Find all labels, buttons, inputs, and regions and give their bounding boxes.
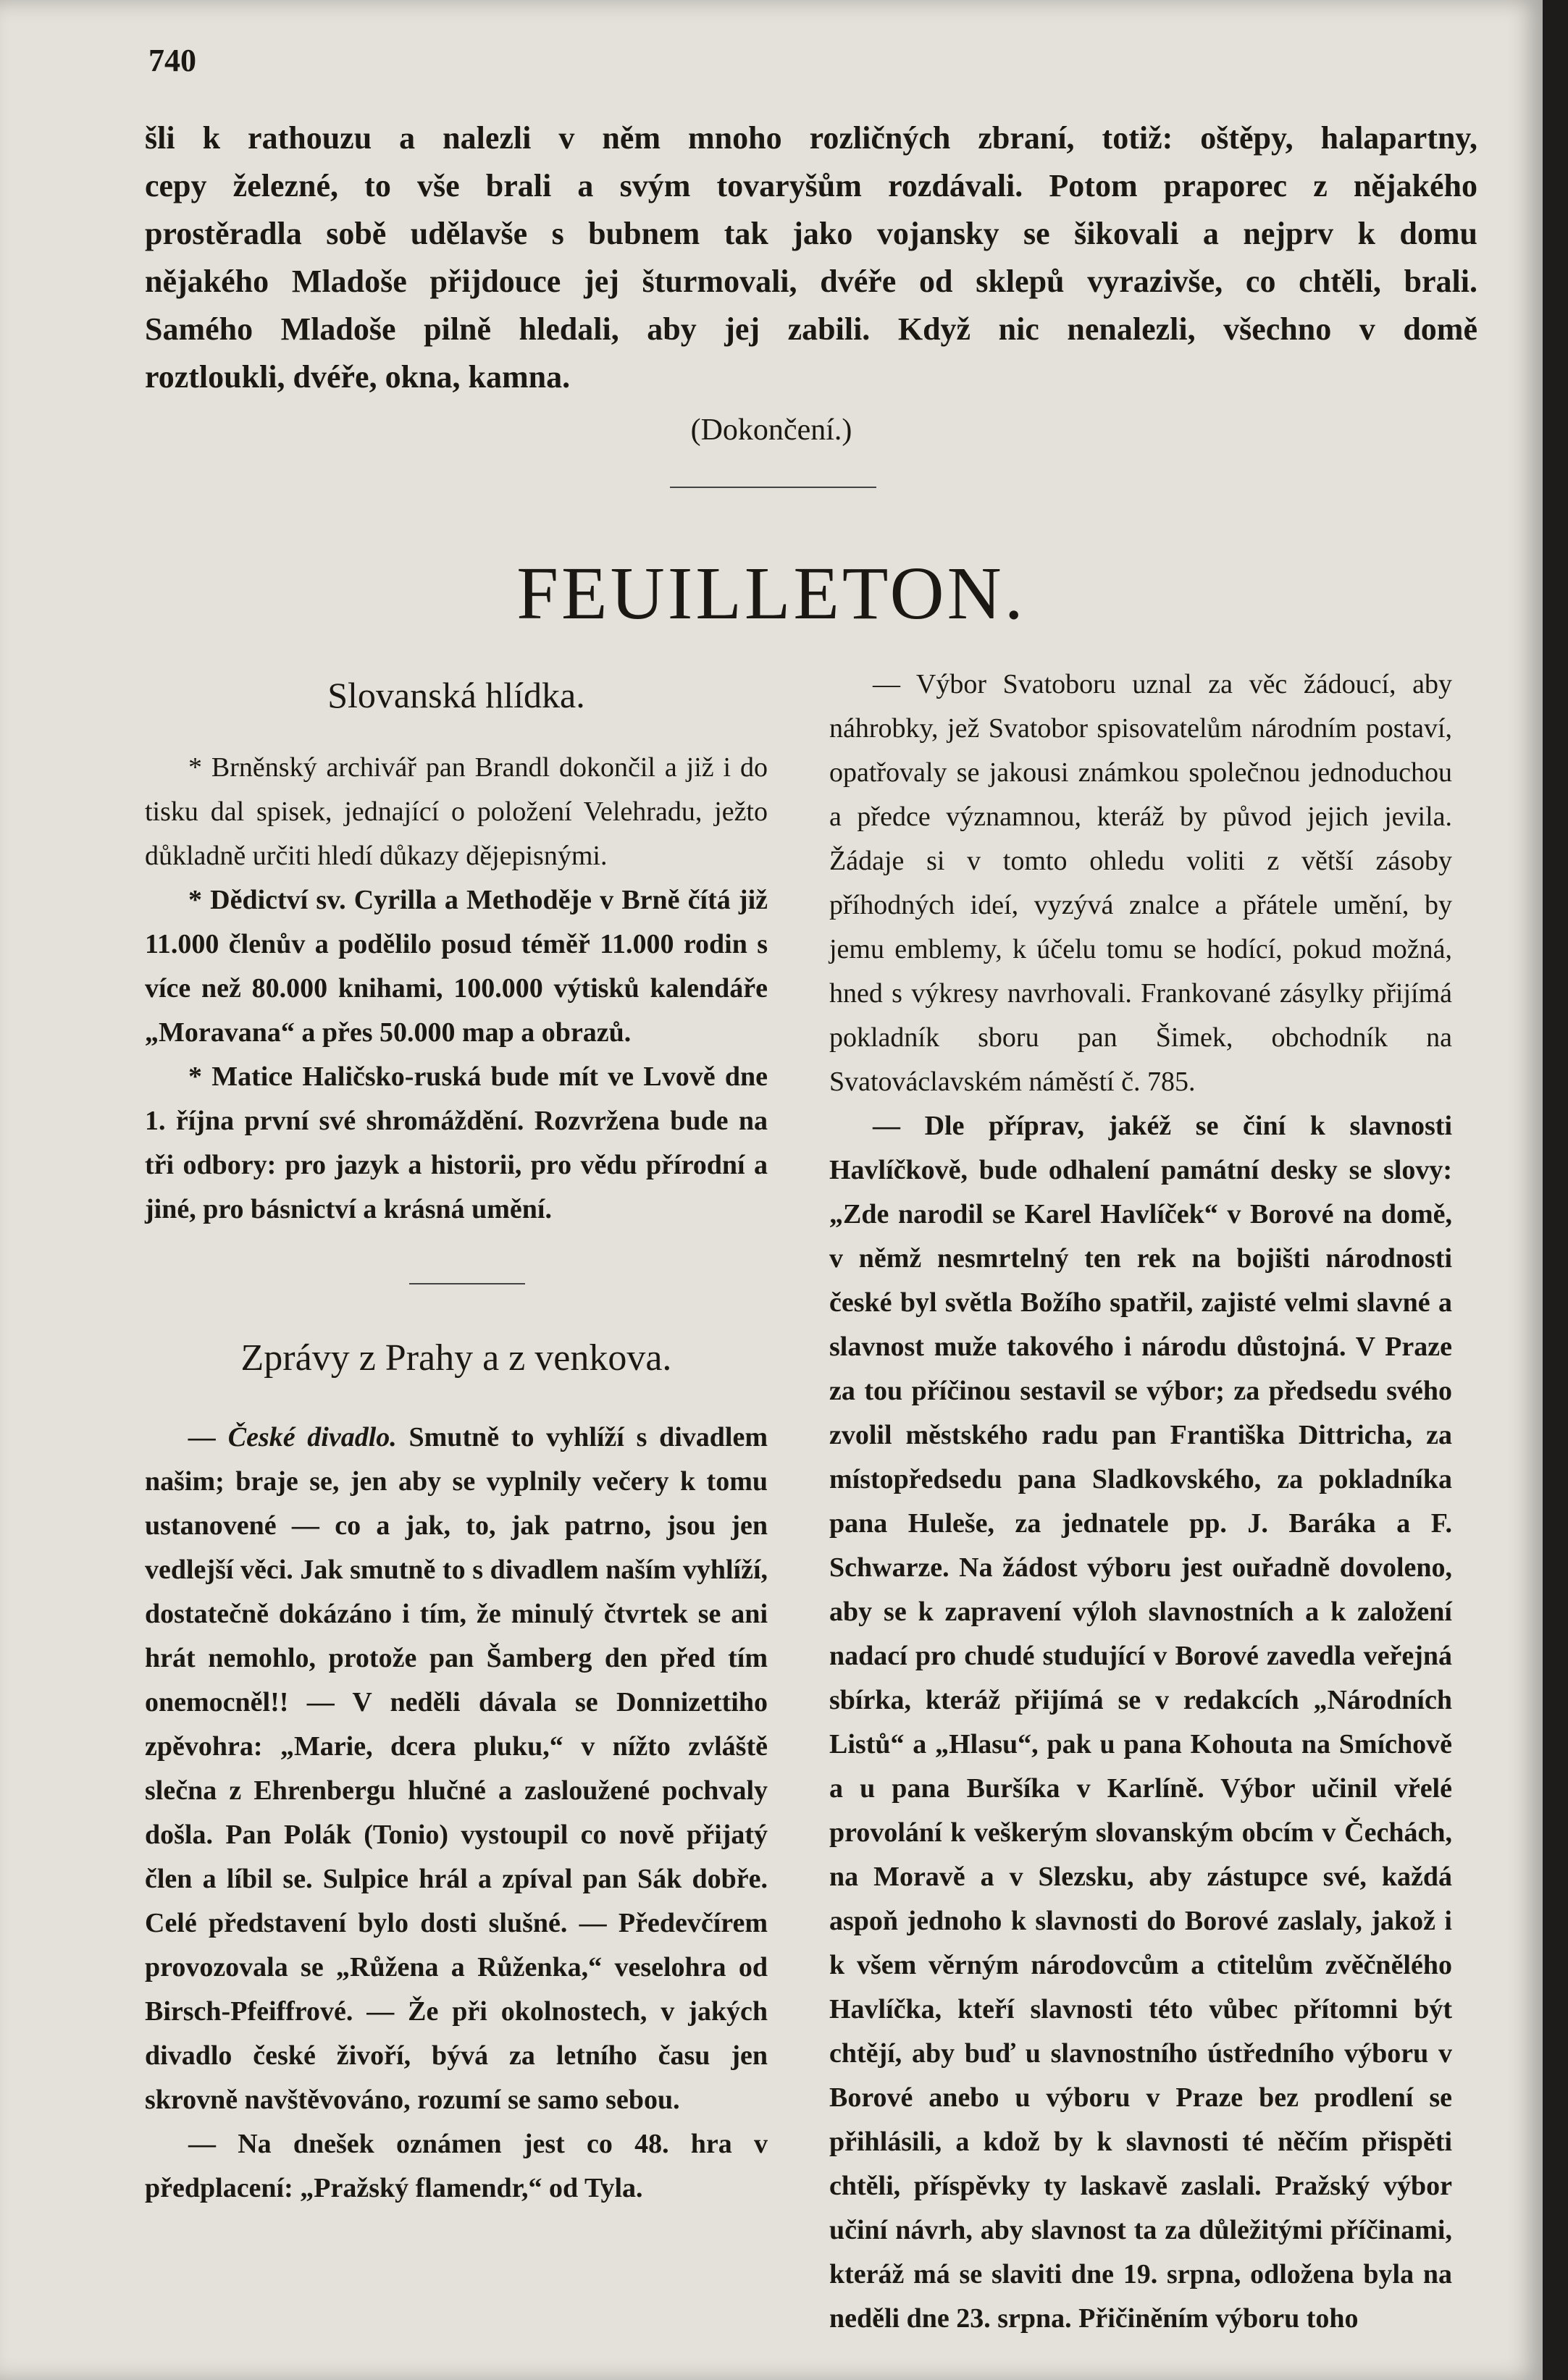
top-line: roztloukli, dvéře, okna, kamna. — [145, 359, 571, 395]
news-item: * Brněnský archivář pan Brandl dokončil a již i do tisku dal spisek, jednající o položení Velehradu, ježto důkladně určiti hledí důkazy dějepisnými. — [145, 752, 768, 871]
top-paragraph — [145, 114, 1477, 401]
news-item — [145, 1416, 768, 2122]
slovanska-block — [145, 746, 768, 1232]
news-item: * Dědictví sv. Cyrilla a Methoděje v Brně čítá již 11.000 členův a podělilo posud téměř 11.000 rodin s více než 80.000 knihami, 100.000 výtisků kalendáře „Moravana“ a přes 50.000 map a obrazů. — [145, 885, 768, 1048]
top-line: šli k rathouzu a nalezli v něm mnoho rozličných zbraní, totiž: oštěpy, halapartny, — [145, 120, 1477, 156]
news-lead: — České divadlo. — [188, 1422, 397, 1452]
heading-slovanska-hlidka: Slovanská hlídka. — [327, 675, 585, 715]
divider-rule — [409, 1283, 525, 1284]
news-item: * Matice Haličsko-ruská bude mít ve Lvově dne 1. října první své shromáždění. Rozvržena bude na tři odbory: pro jazyk a historii, pro vědu přírodní a jiné, pro básnictví a krásná umění. — [145, 1061, 768, 1224]
news-item: — Výbor Svatoboru uznal za věc žádoucí, aby náhrobky, jež Svatobor spisovatelům národním postaví, opatřovaly se jakousi známkou společnou jednoduchou a předce významnou, kteráž by původ jejich jevila. Žádaje si v tomto ohledu voliti z větší zásoby příhodných ideí, vyzývá znalce a přátele umění, by jemu emblemy, k účelu tomu se hodící, pokud možná, hned s výkresy navrhovali. Frankované zásylky přijímá pokladník sboru pan Šimek, obchodník na Svatováclavském náměstí č. 785. — [829, 669, 1452, 1097]
section-title: FEUILLETON. — [516, 552, 1026, 635]
page-number: 740 — [148, 43, 196, 78]
continued-note: (Dokončení.) — [690, 413, 852, 447]
divider-rule — [670, 487, 876, 488]
top-line: prostěradla sobě udělavše s bubnem tak jako vojansky se šikovali a nejprv k domu — [145, 216, 1477, 251]
news-item: — Na dnešek oznámen jest co 48. hra v předplacení: „Pražský flamendr,“ od Tyla. — [145, 2129, 768, 2203]
right-block — [829, 663, 1452, 2341]
heading-zpravy: Zprávy z Prahy a z venkova. — [240, 1337, 672, 1379]
top-line: nějakého Mladoše přijdouce jej šturmovali, dvéře od sklepů vyrazivše, co chtěli, brali. — [145, 264, 1477, 299]
news-item: — Dle příprav, jakéž se činí k slavnosti Havlíčkově, bude odhalení památní desky se slovy: „Zde narodil se Karel Havlíček“ v Borové na domě, v němž nesmrtelný ten rek na bojišti národnosti české byl světla Božího spatřil, zajisté velmi slavné a slavnost muže takového i národu důstojná. V Praze za tou příčinou sestavil se výbor; za předsedu svého zvolil městského radu pan Františka Dittricha, za místopředsedu pana Sladkovského, za pokladníka pana Huleše, za jednatele pp. J. Baráka a F. Schwarze. Na žádost výboru jest ouřadně dovoleno, aby se k zapravení výloh slavnostních a k založení nadací pro chudé studující v Borové zavedla veřejná sbírka, kteráž přijímá se v redakcích „Národních Listů“ a „Hlasu“, pak u pana Kohouta na Smíchově a u pana Buršíka v Karlíně. Výbor učinil vřelé provolání k veškerým slovanským obcím v Čechách, na Moravě a v Slezsku, aby zástupce své, každá aspoň jednoho k slavnosti do Borové zaslaly, jakož i k všem věrným národovcům a ctitelům zvěčnělého Havlíčka, kteří slavnosti této vůbec přítomni být chtějí, aby buď u slavnostního ústředního výboru v Borové anebo u výboru v Praze bez prodlení se přihlásili, a kdož by k slavnosti té něčím přispěti chtěli, příspěvky ty laskavě zaslali. Pražský výbor učiní návrh, aby slavnost ta za důležitými příčinami, kteráž má se slaviti dne 19. srpna, odložena byla na neděli dne 23. srpna. Přičiněním výboru toho — [829, 1111, 1452, 2334]
top-line: cepy železné, to vše brali a svým tovaryšům rozdávali. Potom praporec z nějakého — [145, 168, 1477, 203]
news-text: Smutně to vyhlíží s divadlem našim; braje se, jen aby se vyplnily večery k tomu ustanovené — co a jak, to, jak patrno, jsou jen vedlejší věci. Jak smutně to s divadlem naším vyhlíží, dostatečně dokázáno i tím, že minulý čtvrtek se ani hrát nemohlo, protože pan Šamberg den před tím onemocněl!! — V neděli dávala se Donnizettiho zpěvohra: „Marie, dcera pluku,“ v nížto zvláště slečna z Ehrenbergu hlučné a zasloužené pochvaly došla. Pan Polák (Tonio) vystoupil co nově přijatý člen a líbil se. Sulpice hrál a zpíval pan Sák dobře. Celé představení bylo dosti slušné. — Předevčírem provozovala se „Růžena a Růženka,“ veselohra od Birsch-Pfeiffrové. — Že při okolnostech, v jakých divadlo české živoří, bývá za letního času jen skrovně navštěvováno, rozumí se samo sebou. — [145, 1422, 768, 2115]
top-line: Samého Mladoše pilně hledali, aby jej zabili. Když nic nenalezli, všechno v domě — [145, 311, 1477, 347]
zpravy-block — [145, 1416, 768, 2211]
